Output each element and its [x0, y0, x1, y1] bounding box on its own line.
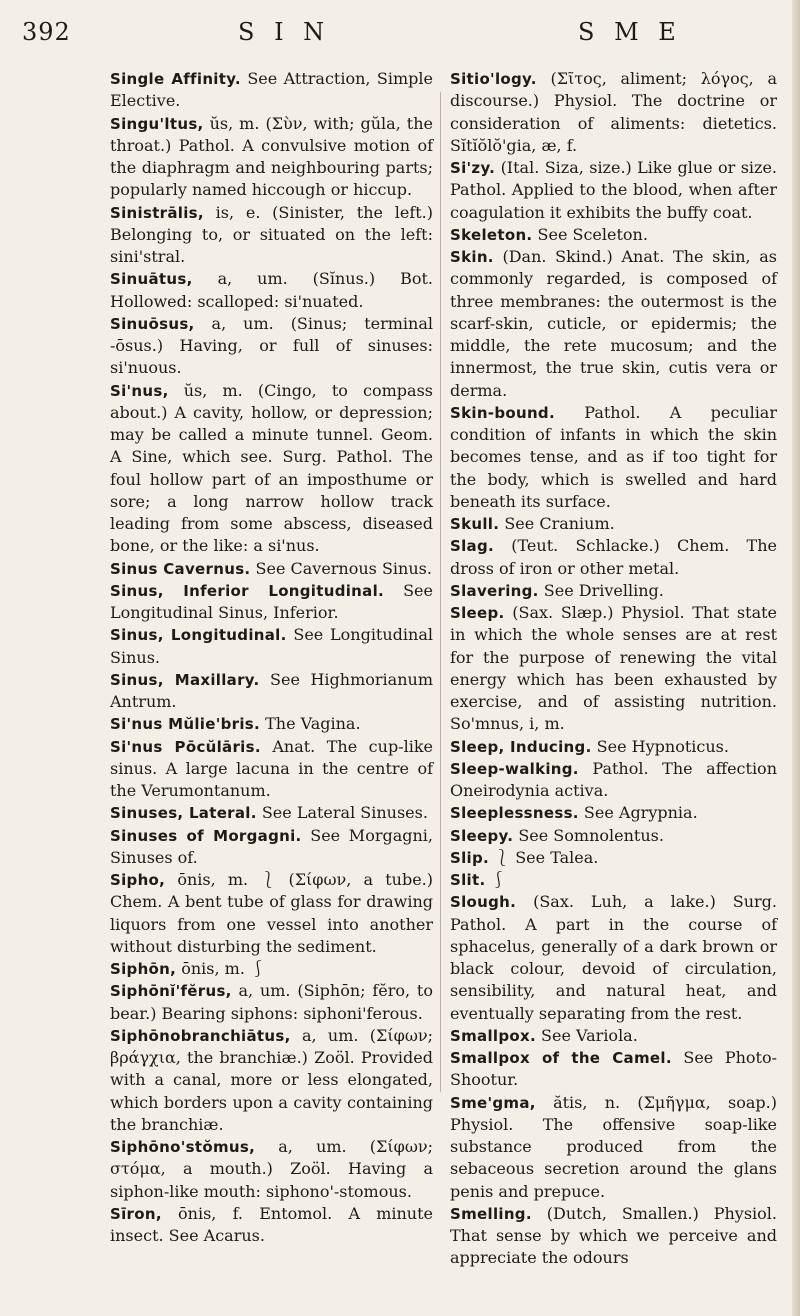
entry-headword: Skin.: [450, 248, 494, 266]
dictionary-entry: [110, 869, 433, 958]
entry-headword: Sitio'logy.: [450, 70, 537, 88]
entry-text: See Hypnoticus.: [591, 736, 729, 756]
entry-headword: Slit.: [450, 871, 486, 889]
entry-headword: Si'nus Mŭlie'bris.: [110, 715, 261, 734]
dictionary-entry: [450, 758, 777, 803]
entry-headword: Smallpox.: [450, 1026, 536, 1045]
entry-text: (Ital. Siza, size.) Like glue or size. Pathol. Applied to the blood, when after coagulation it exhibits the buffy coat.: [450, 158, 777, 222]
dictionary-entry: [110, 624, 433, 669]
entry-text: ŭs, m. (Σὺν, with; gŭla, the throat.) Pathol. A convulsive motion of the diaphragm and neighbouring parts; popularly named hiccough or hiccup.: [110, 113, 433, 200]
dictionary-entry: [110, 313, 433, 380]
entry-headword: Si'zy.: [450, 159, 496, 177]
entry-headword: Skull.: [450, 515, 500, 533]
dictionary-entry: [450, 736, 777, 758]
entry-text: See Longitudinal Sinus.: [110, 625, 433, 667]
entry-headword: Sinuōsus,: [110, 314, 195, 333]
entry-text: (Dutch, Smallen.) Physiol. That sense by which we perceive and appreciate the odours: [450, 1203, 777, 1268]
right-guide-word: S M E: [578, 18, 682, 46]
entry-headword: Sme'gma,: [450, 1093, 536, 1112]
entry-text: (Sax. Luh, a lake.) Surg. Pathol. A part in the course of sphacelus, generally of a dark brown or black colour, devoid of circulation, sensibility, and natural heat, and eventually separating from the rest.: [450, 892, 777, 1023]
entry-headword: Siphōn,: [110, 960, 177, 978]
page-header: [0, 18, 800, 58]
dictionary-entry: [110, 802, 433, 824]
dictionary-entry: [450, 825, 777, 847]
entry-headword: Siphōnĭ'fĕrus,: [110, 982, 232, 1001]
entry-headword: Siphōnobranchiātus,: [110, 1026, 291, 1045]
entry-headword: Si'nus,: [110, 381, 169, 400]
page-number: 392: [22, 18, 71, 46]
dictionary-entry: [110, 980, 433, 1025]
entry-headword: Sinus, Maxillary.: [110, 670, 260, 689]
right-column: [450, 68, 777, 1270]
entry-headword: Slavering.: [450, 581, 539, 600]
dictionary-entry: [450, 580, 777, 602]
dictionary-entry: [110, 580, 433, 625]
entry-text: Pathol. A peculiar condition of infants in which the skin becomes tense, and as if too tight for the body, which is swelled and hard beneath its surface.: [450, 402, 777, 511]
entry-text: See Longitudinal Sinus, Inferior.: [110, 580, 433, 622]
dictionary-entry: [110, 736, 433, 803]
entry-headword: Smallpox of the Camel.: [450, 1049, 672, 1067]
entry-headword: Sinus, Inferior Longitudinal.: [110, 581, 385, 600]
entry-headword: Sleep-walking.: [450, 759, 579, 778]
dictionary-entry: [110, 380, 433, 558]
entry-text: ōnis, f. Entomol. A minute insect. See Acarus.: [110, 1203, 433, 1245]
entry-headword: Sipho,: [110, 871, 166, 889]
entry-text: ōnis, m. ⎱ (Σίφων, a tube.) Chem. A bent tube of glass for drawing liquors from one vessel into another without disturbing the sediment.: [110, 870, 433, 956]
entry-headword: Sleep, Inducing.: [450, 737, 592, 756]
dictionary-entry: [450, 1025, 777, 1047]
entry-headword: Skeleton.: [450, 225, 533, 244]
entry-headword: Single Affinity.: [110, 70, 241, 88]
dictionary-entry: [450, 246, 777, 402]
entry-text: (Σῖτος, aliment; λόγος, a discourse.) Physiol. The doctrine or consideration of aliments: dietetics. Sĭtĭŏlŏ'gia, æ, f.: [450, 69, 777, 155]
dictionary-entry: [110, 202, 433, 269]
left-column: [110, 68, 433, 1247]
entry-headword: Sleep.: [450, 604, 505, 622]
entry-text: See Somnolentus.: [513, 825, 664, 845]
dictionary-entry: [110, 825, 433, 870]
entry-headword: Sinuses, Lateral.: [110, 804, 257, 823]
entry-text: See Sceleton.: [532, 224, 648, 244]
dictionary-entry: [110, 958, 433, 980]
entry-text: (Teut. Schlacke.) Chem. The dross of iron or other metal.: [450, 536, 777, 578]
dictionary-entry: [110, 268, 433, 313]
entry-text: ōnis, m. ⎰: [176, 959, 267, 978]
entry-text: is, e. (Sinister, the left.) Belonging to, or situated on the left: sini'stral.: [110, 202, 433, 266]
entry-text: a, um. (Sinus; terminal -ōsus.) Having, or full of sinuses: si'nuous.: [110, 313, 433, 378]
entry-text: The Vagina.: [260, 714, 361, 734]
entry-headword: Sinus, Longitudinal.: [110, 626, 287, 645]
entry-headword: Slough.: [450, 893, 517, 912]
left-guide-word: S I N: [238, 18, 331, 46]
dictionary-entry: [110, 1025, 433, 1136]
entry-text: Anat. The cup-like sinus. A large lacuna in the centre of the Verumontanum.: [110, 736, 433, 800]
entry-text: ătis, n. (Σμῆγμα, soap.) Physiol. The offensive soap-like substance produced from the sebaceous secretion around the glans penis and prepuce.: [450, 1092, 777, 1201]
entry-text: a, um. (Σίφων; στόμα, a mouth.) Zoöl. Having a siphon-like mouth: siphono'-stomous.: [110, 1137, 433, 1201]
entry-headword: Slip.: [450, 848, 490, 867]
entry-headword: Sinistrālis,: [110, 203, 204, 222]
entry-headword: Sinus Cavernus.: [110, 559, 251, 578]
entry-text: See Lateral Sinuses.: [256, 803, 428, 823]
entry-text: See Attraction, Simple Elective.: [110, 69, 433, 111]
entry-text: See Cranium.: [499, 514, 615, 533]
entry-headword: Sinuses of Morgagni.: [110, 826, 302, 845]
entry-text: See Variola.: [535, 1025, 638, 1045]
entry-headword: Slag.: [450, 537, 495, 556]
entry-headword: Sinuātus,: [110, 270, 193, 289]
dictionary-entry: [450, 802, 777, 824]
dictionary-entry: [450, 1047, 777, 1092]
dictionary-entry: [450, 602, 777, 736]
entry-text: (Dan. Skind.) Anat. The skin, as commonly regarded, is composed of three membranes: the outermost is the scarf-skin, cuticle, or epidermis; the middle, the rete mucosum; and the innermost, the true skin, cutis vera or derma.: [450, 247, 777, 400]
entry-headword: Siphōno'stŏmus,: [110, 1138, 256, 1156]
entry-headword: Smelling.: [450, 1204, 532, 1223]
dictionary-entry: [450, 891, 777, 1025]
dictionary-entry: [450, 535, 777, 580]
entry-headword: Sleepy.: [450, 826, 514, 845]
dictionary-entry: [110, 713, 433, 735]
entry-headword: Sīron,: [110, 1204, 162, 1223]
entry-text: ⎱ See Talea.: [489, 847, 599, 867]
column-divider: [440, 92, 441, 1092]
entry-text: See Cavernous Sinus.: [250, 558, 432, 578]
dictionary-entry: [450, 402, 777, 513]
dictionary-entry: [450, 1092, 777, 1203]
dictionary-entry: [450, 68, 777, 157]
entry-text: See Drivelling.: [538, 580, 664, 600]
dictionary-entry: [450, 869, 777, 891]
dictionary-entry: [450, 513, 777, 535]
entry-headword: Sleeplessness.: [450, 804, 579, 823]
entry-text: See Highmorianum Antrum.: [110, 669, 433, 711]
dictionary-entry: [110, 1203, 433, 1248]
entry-text: Pathol. The affection Oneirodynia activa.: [450, 758, 777, 800]
entry-text: See Morgagni, Sinuses of.: [110, 825, 433, 867]
dictionary-entry: [450, 847, 777, 869]
entry-text: a, um. (Σίφων; βράγχια, the branchiæ.) Zoöl. Provided with a canal, more or less elongated, which borders upon a cavity containing the branchiæ.: [110, 1025, 433, 1134]
entry-text: a, um. (Sĭnus.) Bot. Hollowed: scalloped: si'nuated.: [110, 269, 433, 311]
entry-text: See Agrypnia.: [578, 803, 698, 823]
dictionary-entry: [450, 1203, 777, 1270]
dictionary-entry: [450, 157, 777, 224]
dictionary-entry: [450, 224, 777, 246]
dictionary-entry: [110, 558, 433, 580]
entry-headword: Singu'ltus,: [110, 114, 204, 133]
entry-text: a, um. (Siphōn; fĕro, to bear.) Bearing siphons: siphoni'ferous.: [110, 981, 433, 1023]
page-edge: [792, 0, 800, 1316]
dictionary-entry: [110, 1136, 433, 1203]
dictionary-entry: [110, 113, 433, 202]
entry-text: ŭs, m. (Cingo, to compass about.) A cavity, hollow, or depression; may be called a minute tunnel. Geom. A Sine, which see. Surg. Pathol. The foul hollow part of an imposthume or sore; a long narrow hollow track leading from some abscess, diseased bone, or the like: a si'nus.: [110, 380, 433, 556]
entry-headword: Skin-bound.: [450, 403, 555, 422]
entry-text: See Photo-Shootur.: [450, 1048, 777, 1090]
entry-headword: Si'nus Pōcŭlāris.: [110, 737, 261, 756]
dictionary-entry: [110, 669, 433, 714]
dictionary-entry: [110, 68, 433, 113]
entry-text: (Sax. Slæp.) Physiol. That state in which the whole senses are at rest for the purpose of renewing the vital energy which has been exhausted by exercise, and of assisting nutrition. So'mnus, i, m.: [450, 603, 777, 734]
entry-text: ⎰: [485, 870, 507, 889]
